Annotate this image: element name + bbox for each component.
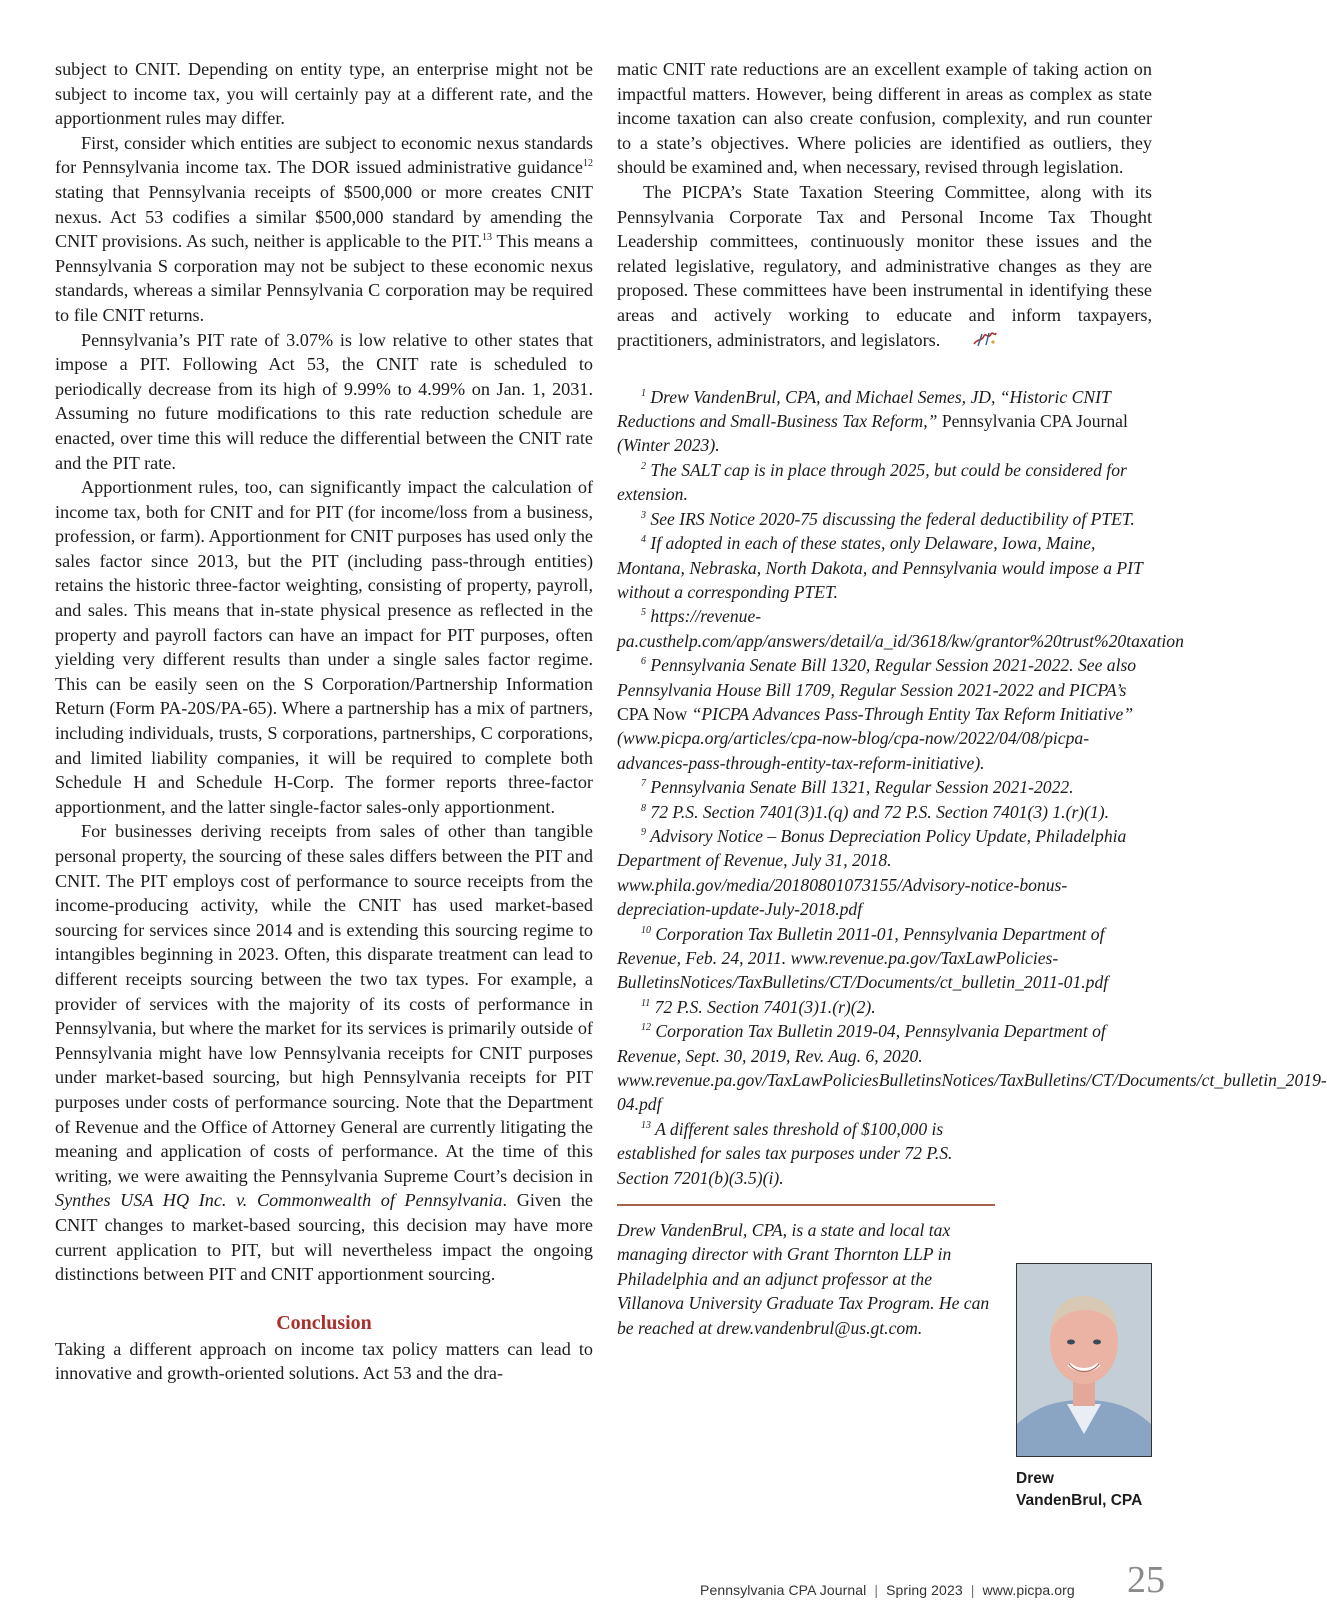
footnote-text: Corporation Tax Bulletin 2019-04, Pennsylvania Department of Revenue, Sept. 30, 2019, Rev. Aug. 6, 2020. www.revenue.pa.gov/TaxLawPoliciesBulletinsNotices/TaxBulletins/CT/Documents/ct_bulletin_2019-04.pdf [617,1021,1327,1115]
footnote-text: Advisory Notice – Bonus Depreciation Policy Update, Philadelphia Department of Revenue, July 31, 2018. www.phila.gov/media/20180801073155/Advisory-notice-bonus-depreciation-update-July-2018.pdf [617,825,1127,920]
caption-line: Drew [1016,1470,1054,1487]
footnote-number: 9 [641,827,646,839]
footnote-number: 2 [641,461,646,473]
footnote-number: 11 [641,997,651,1009]
case-name: Synthes USA HQ Inc. v. Commonwealth of Pennsylvania [55,1190,503,1211]
text-run: . Given the CNIT changes to market-based sourcing, this decision may have more current application to PIT, but will nevertheless impact the ongoing distinctions between PIT and CNIT apportionment sourcing. [55,1190,593,1285]
footnote [617,458,1152,507]
separator: | [970,1582,975,1598]
right-column [617,57,1327,1340]
footnote-text: Drew VandenBrul, CPA, and Michael Semes, JD, “Historic CNIT Reductions and Small-Business Tax Reform,” [617,386,1111,432]
footnote [617,995,1152,1019]
footnote [617,385,1152,458]
caption-line: VandenBrul, CPA [1016,1492,1143,1509]
paragraph [55,819,593,1286]
text-run: First, consider which entities are subject to economic nexus standards for Pennsylvania income tax. The DOR issued administrative guidance [55,132,593,178]
section-heading: Conclusion [276,1311,372,1334]
website-link[interactable]: www.picpa.org [982,1582,1075,1598]
footnote [617,922,1152,995]
footnote-text: 72 P.S. Section 7401(3)1.(q) and 72 P.S. Section 7401(3) 1.(r)(1). [646,801,1110,822]
page-footer [700,1582,1075,1598]
paragraph: matic CNIT rate reductions are an excellent example of taking action on impactful matters. However, being different in areas as complex as state income taxation can also create confusion, complexity, and run counter to a state’s objectives. Where policies are identified as outliers, they should be examined and, when necessary, revised through legislation. [617,59,1152,178]
footnote-number: 7 [641,778,646,790]
paragraph: Apportionment rules, too, can significantly impact the calculation of income tax, both for CNIT and for PIT (for income/loss from a business, profession, or farm). Apportionment for CNIT purposes has used only the sales factor since 2013, but the PIT (including pass-through entities) retains the historic three-factor weighting, consisting of property, payroll, and sales. This means that in-state physical presence as reflected in the property and payroll factors can have an impact for PIT purposes, often yielding very different results than under a single sales factor regime. This can be easily seen on the S Corporation/Partnership Information Return (Form PA-20S/PA-65). Where a partnership has a mix of partners, including individuals, trusts, S corporations, partnerships, C corporations, and limited liability companies, it will be required to complete both Schedule H and Schedule H-Corp. The former reports three-factor apportionment, and the latter single-factor sales-only apportionment. [55,477,593,817]
paragraph: subject to CNIT. Depending on entity type, an enterprise might not be subject to income tax, you will certainly pay at a different rate, and the apportionment rules may differ. [55,59,593,129]
footnote [617,1117,977,1190]
footnote-ref: 12 [583,158,593,170]
footnote-link[interactable]: https://revenue-pa.custhelp.com/app/answers/detail/a_id/3618/kw/grantor%20trust%20taxation [617,606,1184,651]
footnote [617,604,1184,653]
footnote-text: If adopted in each of these states, only Delaware, Iowa, Maine, Montana, Nebraska, North Dakota, and Pennsylvania would impose a PIT without a corresponding PTET. [617,533,1143,602]
footnote-number: 8 [641,802,646,814]
footnote [617,800,1152,824]
footnote-number: 5 [641,607,646,619]
paragraph [617,180,1152,355]
footnote-text: A different sales threshold of $100,000 is established for sales tax purposes under 72 P.S. Section 7201(b)(3.5)(i). [617,1118,953,1188]
footnote-text: See IRS Notice 2020-75 discussing the federal deductibility of PTET. [646,508,1135,529]
footnote [617,1019,1327,1117]
page-number: 25 [1127,1559,1165,1601]
footnote-text: 72 P.S. Section 7401(3)1.(r)(2). [650,996,876,1017]
footnote-number: 4 [641,534,646,546]
author-photo [1016,1263,1152,1457]
footnote-number: 13 [641,1119,651,1131]
paragraph [55,131,593,328]
footnote-text: Pennsylvania Senate Bill 1320, Regular Session 2021-2022. See also Pennsylvania House Bill 1709, Regular Session 2021-2022 and PICPA’s [617,655,1137,700]
footnote-text: The SALT cap is in place through 2025, but could be considered for extension. [617,459,1127,505]
paragraph: Taking a different approach on income tax policy matters can lead to innovative and growth-oriented solutions. Act 53 and the dra- [55,1338,593,1384]
footnote-text: Pennsylvania Senate Bill 1321, Regular Session 2021-2022. [646,777,1074,798]
footnote-number: 3 [641,509,646,521]
issue-label: Spring 2023 [886,1582,963,1598]
footnote [617,824,1152,922]
footnote-text: (Winter 2023). [617,435,720,456]
footnote [617,531,1152,604]
footnote-number: 1 [641,387,646,399]
footnotes [617,385,1327,1190]
paragraph: Pennsylvania’s PIT rate of 3.07% is low relative to other states that impose a PIT. Following Act 53, the CNIT rate is scheduled to periodically decrease from its high of 9.99% to 4.99% on Jan. 1, 2031. Assuming no future modifications to this rate reduction schedule are enacted, over time this will reduce the differential between the CNIT rate and the PIT rate. [55,329,593,473]
footnote [617,653,1152,775]
author-bio: Drew VandenBrul, CPA, is a state and local tax managing director with Grant Thornton LLP in Philadelphia and an adjunct professor at the Villanova University Graduate Tax Program. He can be reached at drew.vandenbrul@us.gt.com. [617,1220,990,1338]
footnote [617,775,1152,799]
footnote-number: 10 [641,924,651,936]
footnote-number: 6 [641,656,646,668]
journal-name: Pennsylvania CPA Journal [700,1582,867,1598]
left-column [55,57,593,1386]
footnote-ref: 13 [482,232,493,244]
bio-divider [617,1204,995,1206]
footnote-text: “PICPA Advances Pass-Through Entity Tax Reform Initiative” (www.picpa.org/articles/cpa-now-blog/cpa-now/2022/04/08/picpa-advances-pass-through-entity-tax-reform-initiative). [617,703,1134,773]
footnote [617,507,1152,531]
end-mark-icon [946,328,998,355]
footnote-number: 12 [641,1022,651,1034]
text-run: stating that Pennsylvania receipts of $500,000 or more creates CNIT nexus. Act 53 codifies a similar $500,000 standard by amending the CNIT provisions. As such, neither is applicable to the PIT. [55,181,593,252]
author-caption [1016,1468,1142,1512]
text-run: The PICPA’s State Taxation Steering Committee, along with its Pennsylvania Corporate Tax and Personal Income Tax Thought Leadership committees, continuously monitor these issues and the related legislative, regulatory, and administrative changes as they are proposed. These committees have been instrumental in identifying these areas and actively working to educate and inform taxpayers, practitioners, administrators, and legislators. [617,181,1152,350]
separator: | [874,1582,879,1598]
text-run: This means a Pennsylvania S corporation may not be subject to these economic nexus standards, whereas a similar Pennsylvania C corporation may be required to file CNIT returns. [55,231,594,325]
text-run: For businesses deriving receipts from sales of other than tangible personal property, the sourcing of these sales differs between the PIT and CNIT. The PIT employs cost of performance to source receipts from the income-producing activity, while the CNIT has used market-based sourcing for services since 2014 and is extending this sourcing regime to intangibles beginning in 2023. Often, this disparate treatment can lead to different receipts sourcing between the two tax types. For example, a provider of services with the majority of its costs of performance in Pennsylvania, but where the market for its services is primarily outside of Pennsylvania might have low Pennsylvania receipts for CNIT purposes under market-based sourcing, but high Pennsylvania receipts for PIT purposes under costs of performance sourcing. Note that the Department of Revenue and the Office of Attorney General are currently litigating the meaning and application of costs of performance. At the time of this writing, we were awaiting the Pennsylvania Supreme Court’s decision in [55,821,593,1186]
journal-title: Pennsylvania CPA Journal [941,411,1128,432]
portrait-illustration [1017,1264,1151,1456]
publication-name: CPA Now [617,703,688,724]
footnote-text: Corporation Tax Bulletin 2011-01, Pennsylvania Department of Revenue, Feb. 24, 2011. www.revenue.pa.gov/TaxLawPolicies-BulletinsNotices/TaxBulletins/CT/Documents/ct_bulletin_2011-01.pdf [617,923,1109,993]
